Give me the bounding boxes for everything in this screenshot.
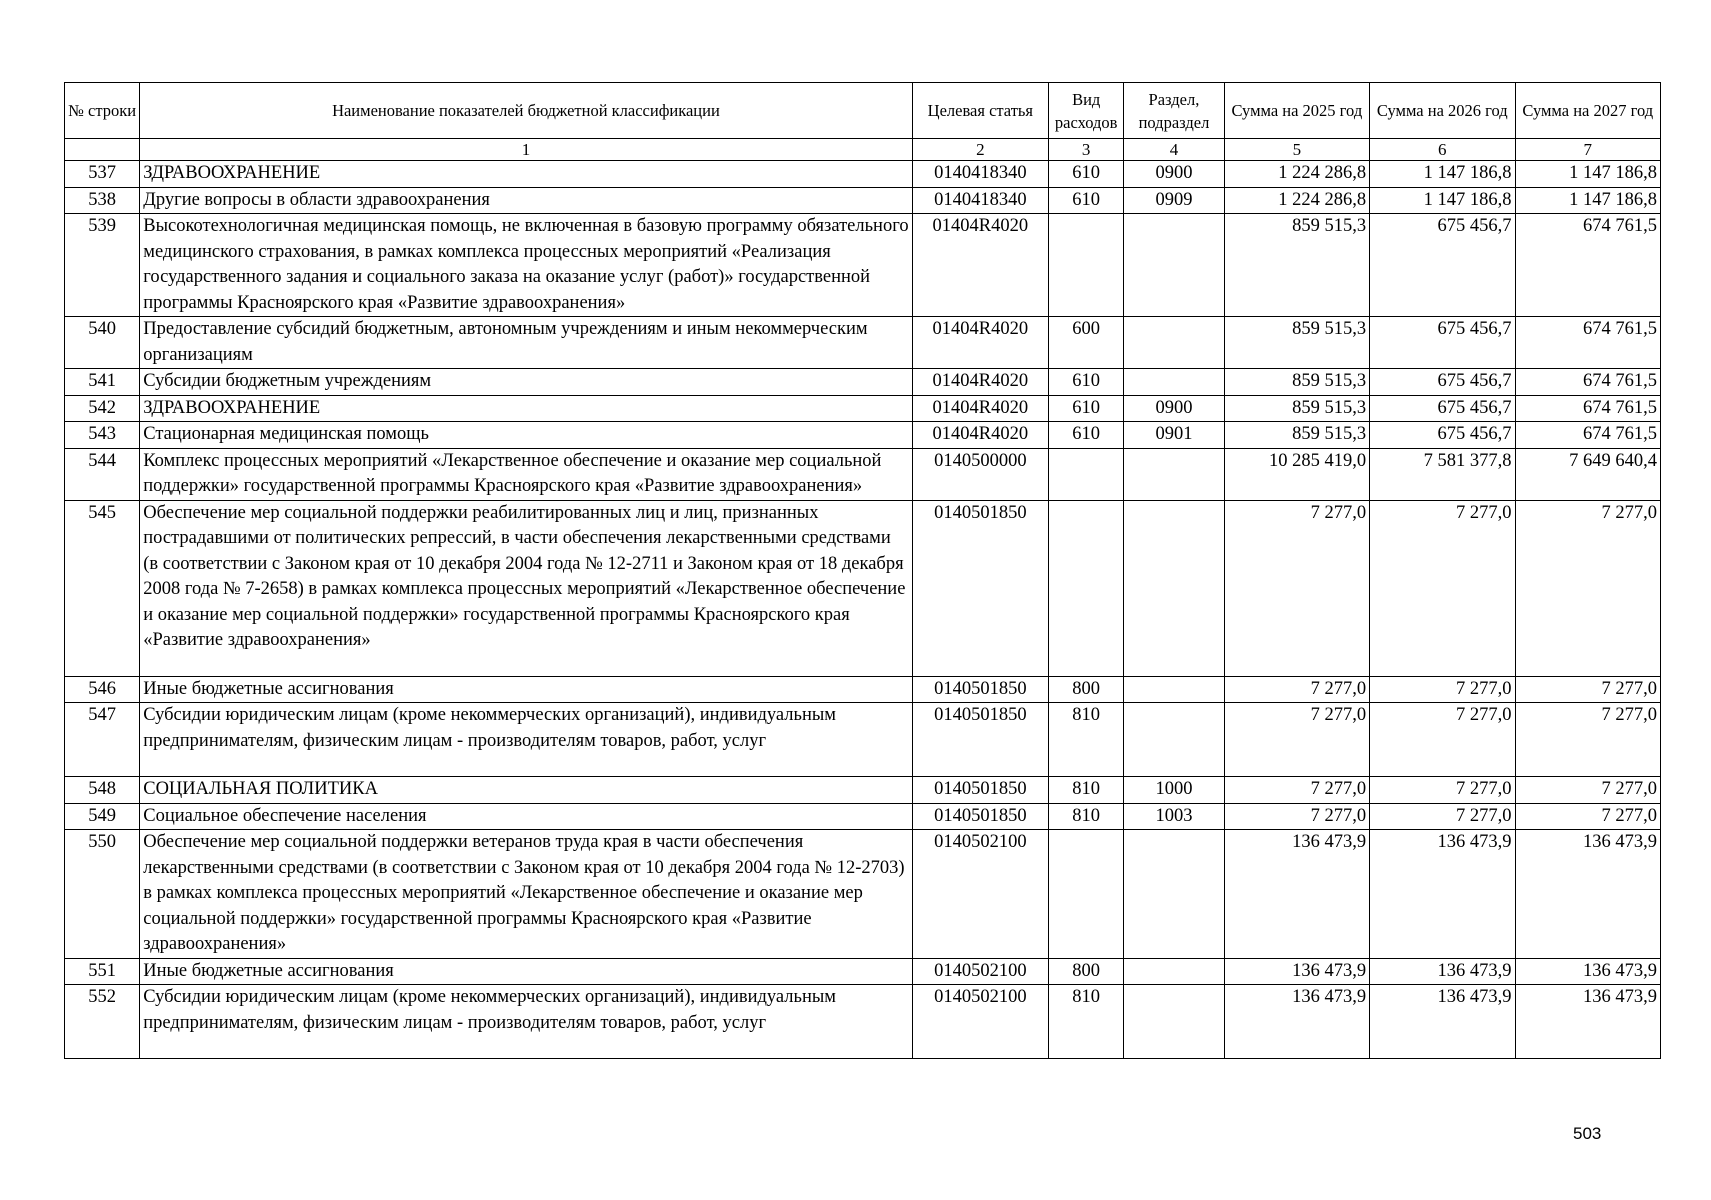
section-subsection-cell: 0900 <box>1124 395 1224 422</box>
sum-2027-cell: 7 277,0 <box>1515 500 1660 676</box>
target-article-cell: 0140502100 <box>912 958 1048 985</box>
header-row <box>65 83 1661 139</box>
row-number-cell: 550 <box>65 830 140 959</box>
column-number: 5 <box>1224 139 1369 161</box>
indicator-name-cell: ЗДРАВООХРАНЕНИЕ <box>140 395 912 422</box>
target-article-cell: 0140501850 <box>912 500 1048 676</box>
expense-type-cell: 610 <box>1049 161 1124 188</box>
indicator-name-cell: Обеспечение мер социальной поддержки реабилитированных лиц и лиц, признанных пострадавшими от политических репрессий, в части обеспечения лекарственными средствами (в соответствии с Законом края от 10 декабря 2004 года № 12-2711 и Законом края от 18 декабря 2008 года № 7-2658) в рамках комплекса процессных мероприятий «Лекарственное обеспечение и оказание мер социальной поддержки» государственной программы Красноярского края «Развитие здравоохранения» <box>140 500 912 676</box>
sum-2026-cell: 675 456,7 <box>1370 369 1515 396</box>
target-article-cell: 0140418340 <box>912 161 1048 188</box>
section-subsection-cell <box>1124 448 1224 500</box>
sum-2026-cell: 7 277,0 <box>1370 676 1515 703</box>
target-article-cell: 0140500000 <box>912 448 1048 500</box>
column-number: 7 <box>1515 139 1660 161</box>
table-row <box>65 676 1661 703</box>
expense-type-cell: 610 <box>1049 422 1124 449</box>
indicator-name-cell: Стационарная медицинская помощь <box>140 422 912 449</box>
target-article-cell: 0140501850 <box>912 703 1048 777</box>
indicator-name-cell: Иные бюджетные ассигнования <box>140 958 912 985</box>
table-row <box>65 500 1661 676</box>
row-number-cell: 544 <box>65 448 140 500</box>
sum-2027-cell: 136 473,9 <box>1515 985 1660 1059</box>
expense-type-cell: 600 <box>1049 317 1124 369</box>
expense-type-cell <box>1049 448 1124 500</box>
section-subsection-cell <box>1124 985 1224 1059</box>
target-article-cell: 01404R4020 <box>912 369 1048 396</box>
target-article-cell: 0140501850 <box>912 803 1048 830</box>
column-number: 1 <box>140 139 912 161</box>
table-row <box>65 985 1661 1059</box>
column-number: 6 <box>1370 139 1515 161</box>
indicator-name-cell: СОЦИАЛЬНАЯ ПОЛИТИКА <box>140 777 912 804</box>
target-article-cell: 0140418340 <box>912 187 1048 214</box>
expense-type-cell: 800 <box>1049 958 1124 985</box>
indicator-name-cell: Субсидии юридическим лицам (кроме некоммерческих организаций), индивидуальным предпринимателям, физическим лицам - производителям товаров, работ, услуг <box>140 703 912 777</box>
table-row <box>65 703 1661 777</box>
sum-2027-cell: 1 147 186,8 <box>1515 161 1660 188</box>
sum-2025-cell: 136 473,9 <box>1224 958 1369 985</box>
column-number: 4 <box>1124 139 1224 161</box>
expense-type-cell: 800 <box>1049 676 1124 703</box>
expense-type-cell: 810 <box>1049 777 1124 804</box>
indicator-name-cell: Комплекс процессных мероприятий «Лекарственное обеспечение и оказание мер социальной поддержки» государственной программы Красноярского края «Развитие здравоохранения» <box>140 448 912 500</box>
row-number-cell: 537 <box>65 161 140 188</box>
section-subsection-cell: 1000 <box>1124 777 1224 804</box>
row-number-cell: 539 <box>65 214 140 317</box>
expense-type-cell: 610 <box>1049 395 1124 422</box>
header-expense-type: Вид расходов <box>1049 83 1124 139</box>
row-number-cell: 546 <box>65 676 140 703</box>
indicator-name-cell: Предоставление субсидий бюджетным, автономным учреждениям и иным некоммерческим организациям <box>140 317 912 369</box>
row-number-cell: 538 <box>65 187 140 214</box>
section-subsection-cell <box>1124 703 1224 777</box>
column-numbers-row <box>65 139 1661 161</box>
sum-2027-cell: 674 761,5 <box>1515 395 1660 422</box>
sum-2025-cell: 7 277,0 <box>1224 803 1369 830</box>
expense-type-cell <box>1049 214 1124 317</box>
expense-type-cell: 610 <box>1049 187 1124 214</box>
table-row <box>65 369 1661 396</box>
indicator-name-cell: Иные бюджетные ассигнования <box>140 676 912 703</box>
sum-2026-cell: 136 473,9 <box>1370 985 1515 1059</box>
header-row-no: № строки <box>65 83 140 139</box>
target-article-cell: 0140501850 <box>912 676 1048 703</box>
table-row <box>65 161 1661 188</box>
column-number: 3 <box>1049 139 1124 161</box>
header-sum-2026: Сумма на 2026 год <box>1370 83 1515 139</box>
indicator-name-cell: ЗДРАВООХРАНЕНИЕ <box>140 161 912 188</box>
indicator-name-cell: Обеспечение мер социальной поддержки ветеранов труда края в части обеспечения лекарственными средствами (в соответствии с Законом края от 10 декабря 2004 года № 12-2703) в рамках комплекса процессных мероприятий «Лекарственное обеспечение и оказание мер социальной поддержки» государственной программы Красноярского края «Развитие здравоохранения» <box>140 830 912 959</box>
header-sum-2025: Сумма на 2025 год <box>1224 83 1369 139</box>
sum-2026-cell: 7 277,0 <box>1370 777 1515 804</box>
section-subsection-cell: 0900 <box>1124 161 1224 188</box>
indicator-name-cell: Субсидии бюджетным учреждениям <box>140 369 912 396</box>
target-article-cell: 01404R4020 <box>912 422 1048 449</box>
header-name: Наименование показателей бюджетной классификации <box>140 83 912 139</box>
target-article-cell: 01404R4020 <box>912 395 1048 422</box>
sum-2027-cell: 7 277,0 <box>1515 676 1660 703</box>
sum-2027-cell: 1 147 186,8 <box>1515 187 1660 214</box>
section-subsection-cell <box>1124 500 1224 676</box>
expense-type-cell: 810 <box>1049 803 1124 830</box>
section-subsection-cell <box>1124 958 1224 985</box>
column-number: 2 <box>912 139 1048 161</box>
header-sum-2027: Сумма на 2027 год <box>1515 83 1660 139</box>
sum-2026-cell: 675 456,7 <box>1370 422 1515 449</box>
sum-2025-cell: 136 473,9 <box>1224 830 1369 959</box>
table-row <box>65 830 1661 959</box>
sum-2027-cell: 674 761,5 <box>1515 422 1660 449</box>
row-number-cell: 551 <box>65 958 140 985</box>
table-row <box>65 958 1661 985</box>
row-number-cell: 545 <box>65 500 140 676</box>
column-number <box>65 139 140 161</box>
indicator-name-cell: Другие вопросы в области здравоохранения <box>140 187 912 214</box>
section-subsection-cell: 0901 <box>1124 422 1224 449</box>
table-row <box>65 803 1661 830</box>
header-target: Целевая статья <box>912 83 1048 139</box>
table-row <box>65 317 1661 369</box>
sum-2025-cell: 1 224 286,8 <box>1224 161 1369 188</box>
expense-type-cell: 610 <box>1049 369 1124 396</box>
sum-2025-cell: 859 515,3 <box>1224 317 1369 369</box>
row-number-cell: 552 <box>65 985 140 1059</box>
sum-2025-cell: 136 473,9 <box>1224 985 1369 1059</box>
sum-2025-cell: 859 515,3 <box>1224 214 1369 317</box>
table-row <box>65 214 1661 317</box>
row-number-cell: 543 <box>65 422 140 449</box>
budget-table <box>64 82 1661 1059</box>
sum-2025-cell: 859 515,3 <box>1224 422 1369 449</box>
sum-2026-cell: 7 581 377,8 <box>1370 448 1515 500</box>
row-number-cell: 540 <box>65 317 140 369</box>
expense-type-cell <box>1049 830 1124 959</box>
sum-2026-cell: 1 147 186,8 <box>1370 161 1515 188</box>
sum-2027-cell: 7 649 640,4 <box>1515 448 1660 500</box>
sum-2026-cell: 136 473,9 <box>1370 830 1515 959</box>
section-subsection-cell <box>1124 214 1224 317</box>
row-number-cell: 548 <box>65 777 140 804</box>
table-row <box>65 448 1661 500</box>
table-row <box>65 395 1661 422</box>
indicator-name-cell: Субсидии юридическим лицам (кроме некоммерческих организаций), индивидуальным предпринимателям, физическим лицам - производителям товаров, работ, услуг <box>140 985 912 1059</box>
expense-type-cell: 810 <box>1049 703 1124 777</box>
sum-2027-cell: 136 473,9 <box>1515 958 1660 985</box>
sum-2027-cell: 674 761,5 <box>1515 214 1660 317</box>
target-article-cell: 01404R4020 <box>912 317 1048 369</box>
section-subsection-cell <box>1124 830 1224 959</box>
sum-2026-cell: 675 456,7 <box>1370 317 1515 369</box>
sum-2025-cell: 859 515,3 <box>1224 369 1369 396</box>
section-subsection-cell <box>1124 369 1224 396</box>
sum-2027-cell: 7 277,0 <box>1515 803 1660 830</box>
row-number-cell: 549 <box>65 803 140 830</box>
indicator-name-cell: Высокотехнологичная медицинская помощь, не включенная в базовую программу обязательного медицинского страхования, в рамках комплекса процессных мероприятий «Реализация государственного задания и социального заказа на оказание услуг (работ)» государственной программы Красноярского края «Развитие здравоохранения» <box>140 214 912 317</box>
sum-2026-cell: 1 147 186,8 <box>1370 187 1515 214</box>
table-row <box>65 187 1661 214</box>
target-article-cell: 0140501850 <box>912 777 1048 804</box>
sum-2026-cell: 136 473,9 <box>1370 958 1515 985</box>
row-number-cell: 542 <box>65 395 140 422</box>
sum-2025-cell: 7 277,0 <box>1224 703 1369 777</box>
row-number-cell: 547 <box>65 703 140 777</box>
sum-2026-cell: 7 277,0 <box>1370 703 1515 777</box>
sum-2027-cell: 674 761,5 <box>1515 369 1660 396</box>
page-number: 503 <box>1573 1124 1602 1143</box>
sum-2027-cell: 7 277,0 <box>1515 703 1660 777</box>
table-row <box>65 777 1661 804</box>
sum-2025-cell: 7 277,0 <box>1224 777 1369 804</box>
indicator-name-cell: Социальное обеспечение населения <box>140 803 912 830</box>
sum-2025-cell: 7 277,0 <box>1224 500 1369 676</box>
section-subsection-cell: 1003 <box>1124 803 1224 830</box>
target-article-cell: 01404R4020 <box>912 214 1048 317</box>
target-article-cell: 0140502100 <box>912 830 1048 959</box>
sum-2026-cell: 7 277,0 <box>1370 500 1515 676</box>
section-subsection-cell <box>1124 317 1224 369</box>
sum-2025-cell: 7 277,0 <box>1224 676 1369 703</box>
sum-2026-cell: 675 456,7 <box>1370 395 1515 422</box>
sum-2027-cell: 136 473,9 <box>1515 830 1660 959</box>
row-number-cell: 541 <box>65 369 140 396</box>
expense-type-cell <box>1049 500 1124 676</box>
sum-2025-cell: 10 285 419,0 <box>1224 448 1369 500</box>
sum-2025-cell: 859 515,3 <box>1224 395 1369 422</box>
sum-2026-cell: 7 277,0 <box>1370 803 1515 830</box>
target-article-cell: 0140502100 <box>912 985 1048 1059</box>
header-section: Раздел, подраздел <box>1124 83 1224 139</box>
sum-2027-cell: 7 277,0 <box>1515 777 1660 804</box>
sum-2026-cell: 675 456,7 <box>1370 214 1515 317</box>
table-row <box>65 422 1661 449</box>
sum-2025-cell: 1 224 286,8 <box>1224 187 1369 214</box>
expense-type-cell: 810 <box>1049 985 1124 1059</box>
section-subsection-cell: 0909 <box>1124 187 1224 214</box>
sum-2027-cell: 674 761,5 <box>1515 317 1660 369</box>
section-subsection-cell <box>1124 676 1224 703</box>
